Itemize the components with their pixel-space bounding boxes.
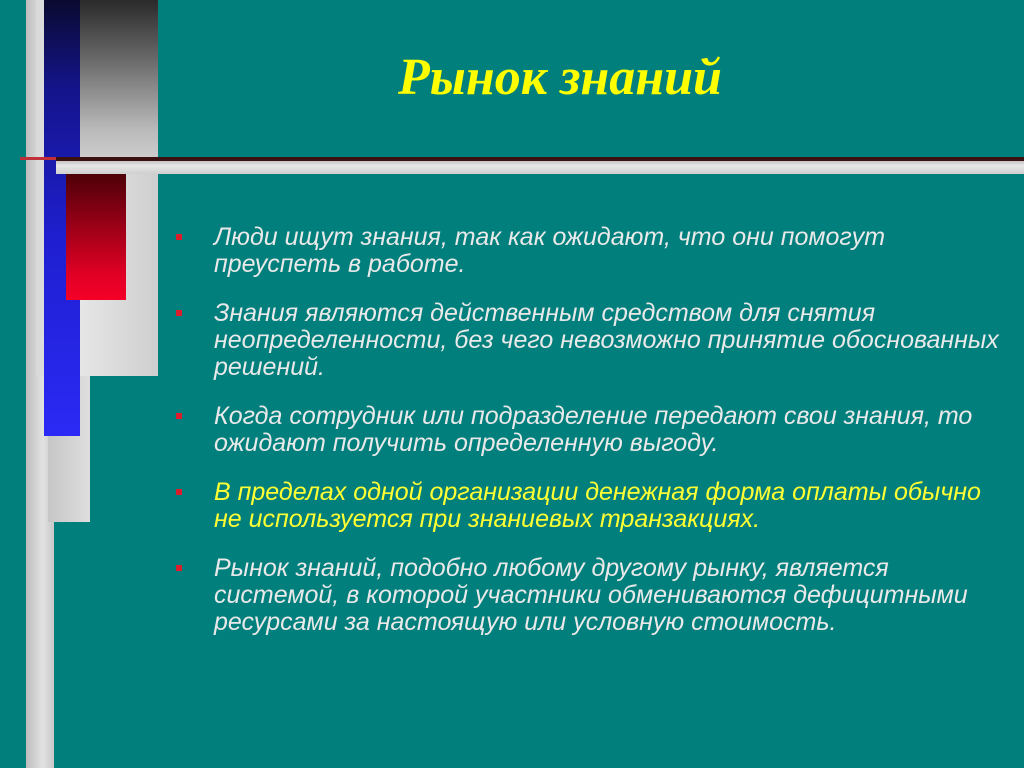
bullet-text: Знания являются действенным средством для снятия неопределенности, без чего невозможно принятие обоснованных решений. [214,299,999,381]
bullet-marker-icon [176,413,182,419]
bullet-text: Рынок знаний, подобно любому другому рынку, является системой, в которой участники обмениваются дефицитными ресурсами за настоящую или условную стоимость. [214,554,968,636]
slide-title: Рынок знаний [398,49,722,106]
bullet-list [170,224,1000,658]
decor-gray-bar-gradient [80,0,158,172]
bullet-item [170,555,1000,636]
bullet-text: Когда сотрудник или подразделение передают свои знания, то ожидают получить определенную выгоду. [214,402,973,457]
bullet-item-highlighted [170,479,1000,533]
title-divider-dark [56,157,1024,161]
bullet-item [170,300,1000,381]
bullet-marker-icon [176,565,182,571]
bullet-marker-icon [176,310,182,316]
decor-red-bar [66,172,126,300]
title-divider-shadow [56,160,1024,174]
bullet-item [170,403,1000,457]
bullet-text: Люди ищут знания, так как ожидают, что они помогут преуспеть в работе. [214,223,886,278]
bullet-marker-icon [176,234,182,240]
bullet-text: В пределах одной организации денежная форма оплаты обычно не используется при знаниевых транзакциях. [214,478,981,533]
bullet-marker-icon [176,489,182,495]
bullet-item [170,224,1000,278]
